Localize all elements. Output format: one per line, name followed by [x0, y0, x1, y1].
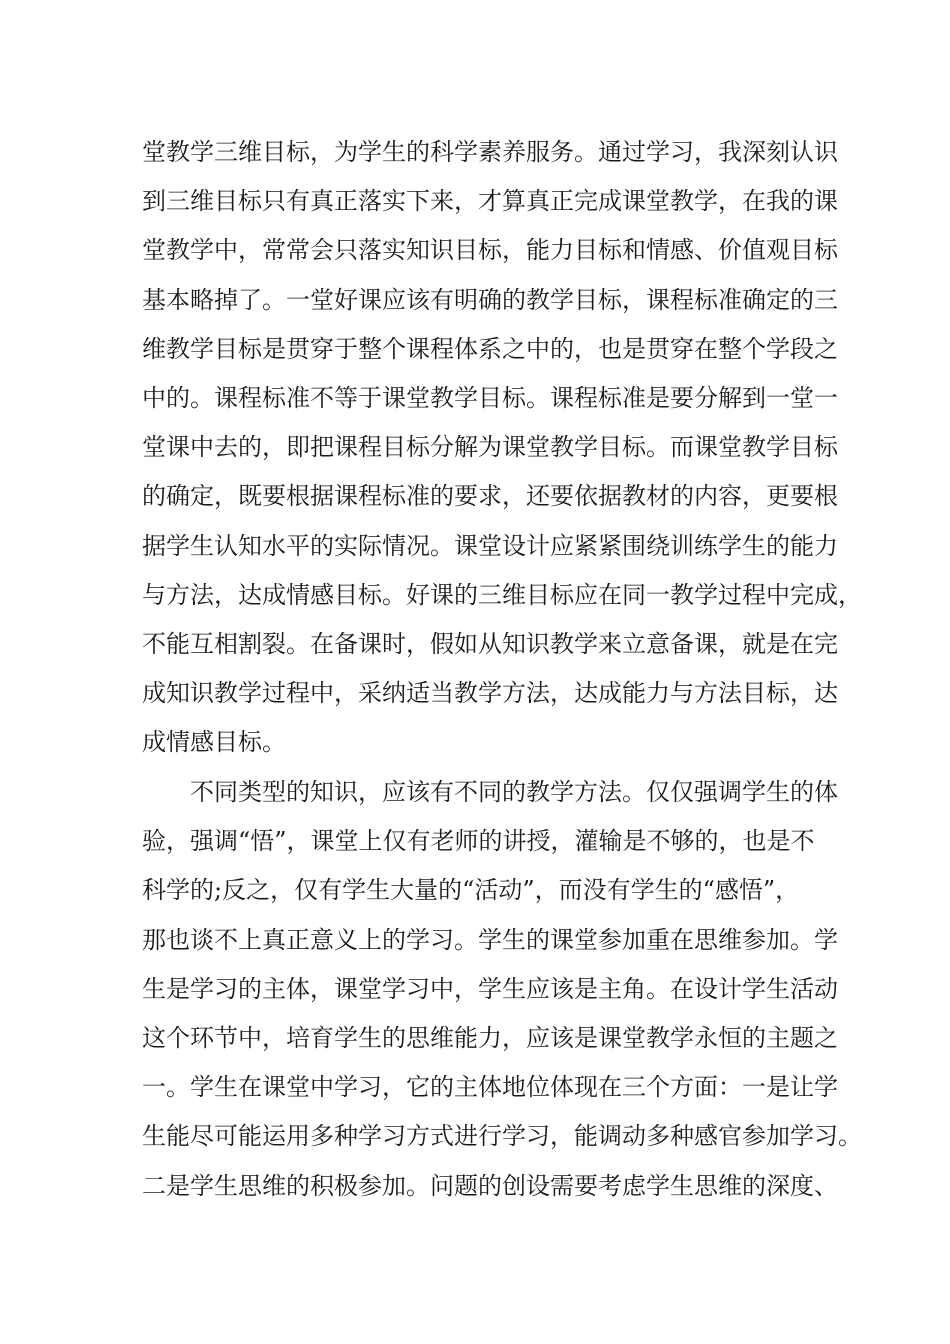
paragraph-line: 生是学习的主体，课堂学习中，学生应该是主角。在设计学生活动: [142, 974, 838, 1003]
paragraph-line: 不能互相割裂。在备课时，假如从知识教学来立意备课，就是在完: [142, 629, 838, 658]
paragraph-line: 科学的;反之，仅有学生大量的“活动”，而没有学生的“感悟”，: [142, 876, 800, 905]
paragraph-1: [142, 128, 862, 767]
paragraph-line: 堂教学中，常常会只落实知识目标，能力目标和情感、价值观目标: [142, 236, 838, 265]
paragraph-2: [142, 768, 862, 1211]
paragraph-line: 一。学生在课堂中学习，它的主体地位体现在三个方面：一是让学: [142, 1073, 838, 1102]
paragraph-line: 生能尽可能运用多种学习方式进行学习，能调动多种感官参加学习。: [142, 1122, 862, 1151]
paragraph-line: 与方法，达成情感目标。好课的三维目标应在同一教学过程中完成，: [142, 580, 862, 609]
paragraph-first-line: 不同类型的知识，应该有不同的教学方法。仅仅强调学生的体: [190, 778, 838, 806]
paragraph-line: 堂教学三维目标，为学生的科学素养服务。通过学习，我深刻认识: [142, 138, 838, 166]
paragraph-line: 成知识教学过程中，采纳适当教学方法，达成能力与方法目标，达: [142, 679, 838, 708]
paragraph-line: 那也谈不上真正意义上的学习。学生的课堂参加重在思维参加。学: [142, 925, 838, 954]
paragraph-line: 据学生认知水平的实际情况。课堂设计应紧紧围绕训练学生的能力: [142, 531, 838, 560]
paragraph-line: 基本略掉了。一堂好课应该有明确的教学目标，课程标准确定的三: [142, 285, 838, 314]
paragraph-line: 验，强调“悟”，课堂上仅有老师的讲授，灌输是不够的，也是不: [142, 827, 815, 856]
paragraph-line: 堂课中去的，即把课程目标分解为课堂教学目标。而课堂教学目标: [142, 433, 838, 462]
paragraph-line: 中的。课程标准不等于课堂教学目标。课程标准是要分解到一堂一: [142, 383, 838, 412]
paragraph-line: 二是学生思维的积极参加。问题的创设需要考虑学生思维的深度、: [142, 1171, 838, 1200]
paragraph-line: 的确定，既要根据课程标准的要求，还要依据教材的内容，更要根: [142, 482, 838, 511]
paragraph-line: 这个环节中，培育学生的思维能力，应该是课堂教学永恒的主题之: [142, 1023, 838, 1052]
paragraph-line: 维教学目标是贯穿于整个课程体系之中的，也是贯穿在整个学段之: [142, 334, 838, 363]
paragraph-line: 成情感目标。: [142, 728, 286, 757]
paragraph-line: 到三维目标只有真正落实下来，才算真正完成课堂教学，在我的课: [142, 187, 838, 216]
